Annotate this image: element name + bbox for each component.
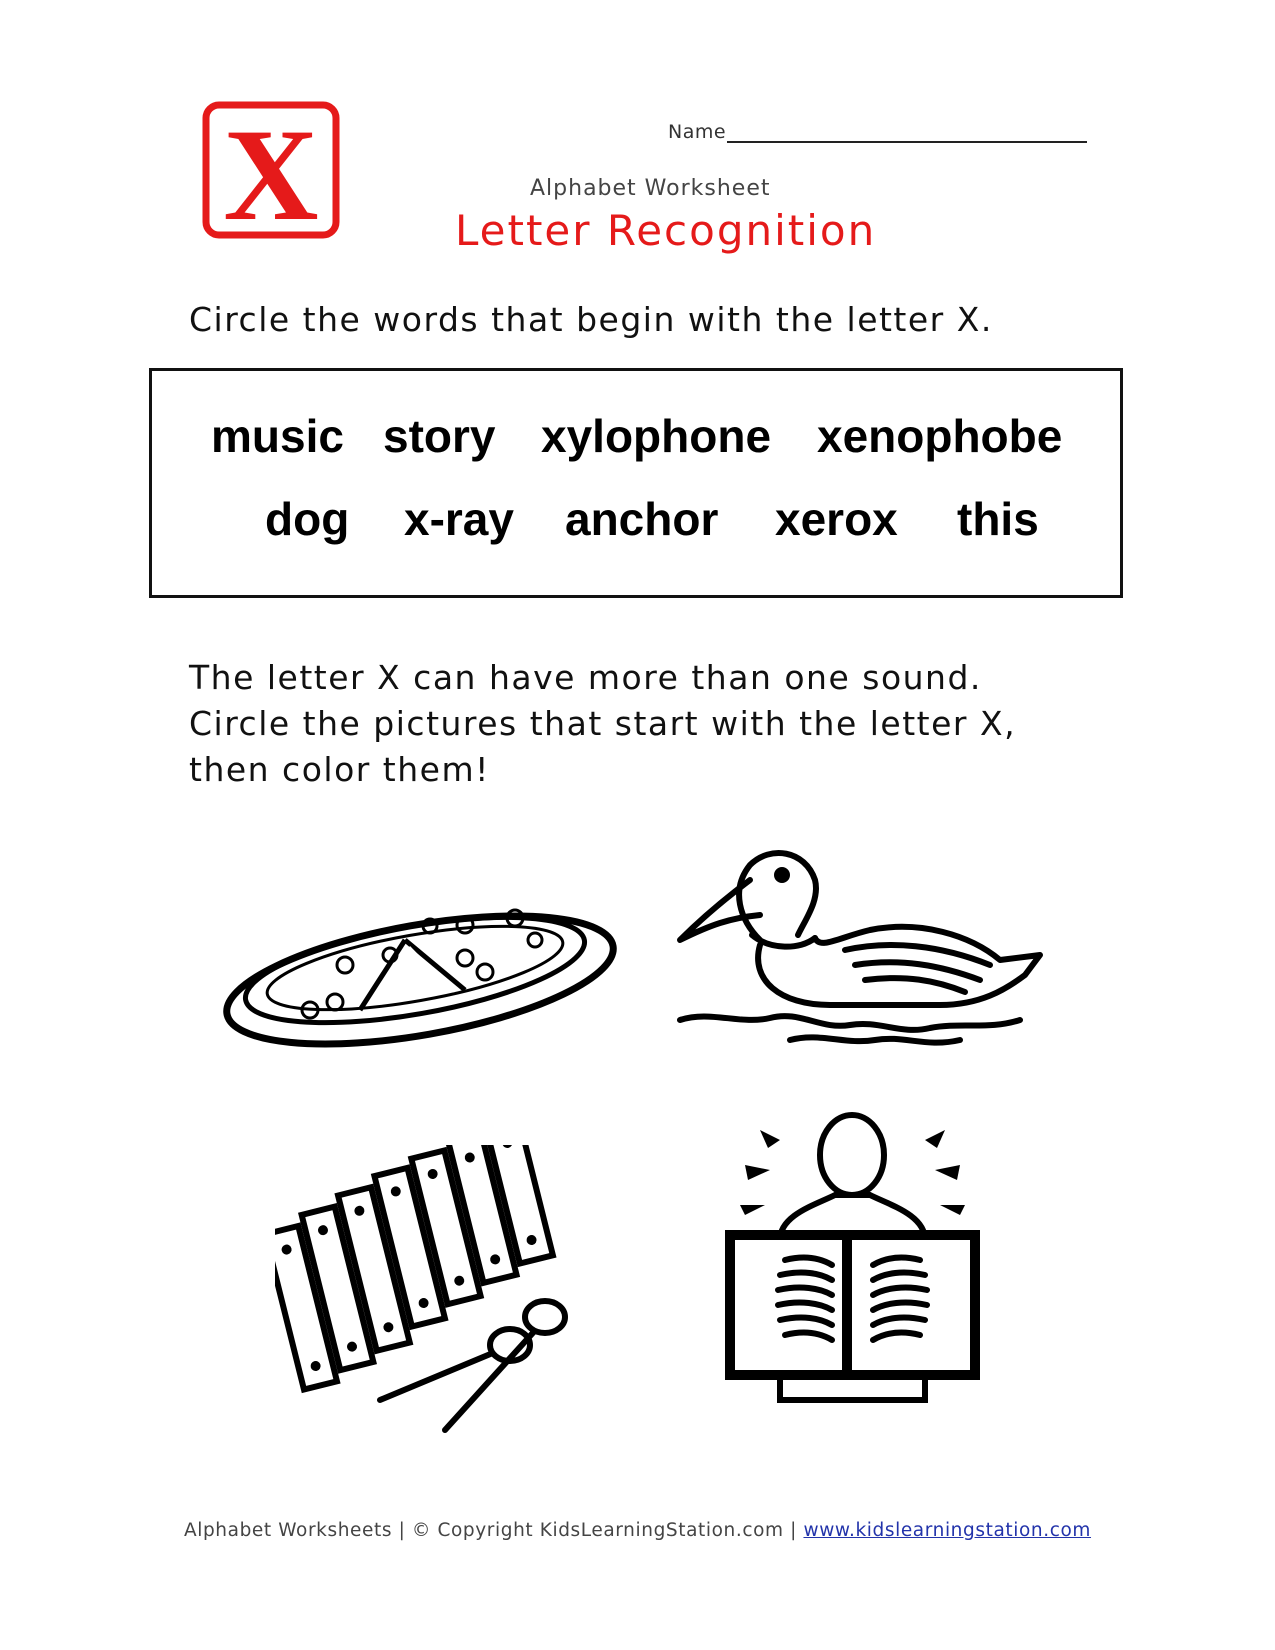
- word-item[interactable]: this: [957, 493, 1039, 545]
- name-label: Name: [668, 121, 727, 143]
- letter-x-logo: [202, 101, 340, 239]
- footer: [0, 1520, 1275, 1541]
- word-item[interactable]: xenophobe: [817, 410, 1063, 462]
- xylophone-icon[interactable]: [275, 1145, 595, 1440]
- duck-icon[interactable]: [670, 840, 1050, 1055]
- logo-letter: X: [223, 101, 319, 239]
- word-item[interactable]: dog: [265, 493, 350, 545]
- word-item[interactable]: anchor: [565, 493, 719, 545]
- word-box: [149, 368, 1123, 598]
- footer-text: Alphabet Worksheets | © Copyright KidsLearningStation.com |: [183, 1520, 804, 1541]
- picture-instructions: The letter X can have more than one sound. Circle the pictures that start with the letter X, then color them!: [189, 658, 1017, 789]
- name-field[interactable]: [727, 141, 1087, 143]
- x-ray-icon[interactable]: [720, 1110, 985, 1410]
- word-item[interactable]: story: [383, 410, 496, 462]
- worksheet-subtitle: Alphabet Worksheet: [530, 176, 771, 201]
- footer-link[interactable]: www.kidslearningstation.com: [803, 1520, 1092, 1541]
- word-item[interactable]: music: [211, 410, 344, 462]
- word-item[interactable]: x-ray: [404, 493, 514, 545]
- word-item[interactable]: xylophone: [541, 410, 772, 462]
- pizza-icon[interactable]: [215, 880, 625, 1055]
- worksheet-title: Letter Recognition: [455, 206, 877, 255]
- word-item[interactable]: xerox: [775, 493, 898, 545]
- word-instructions: Circle the words that begin with the letter X.: [189, 300, 993, 339]
